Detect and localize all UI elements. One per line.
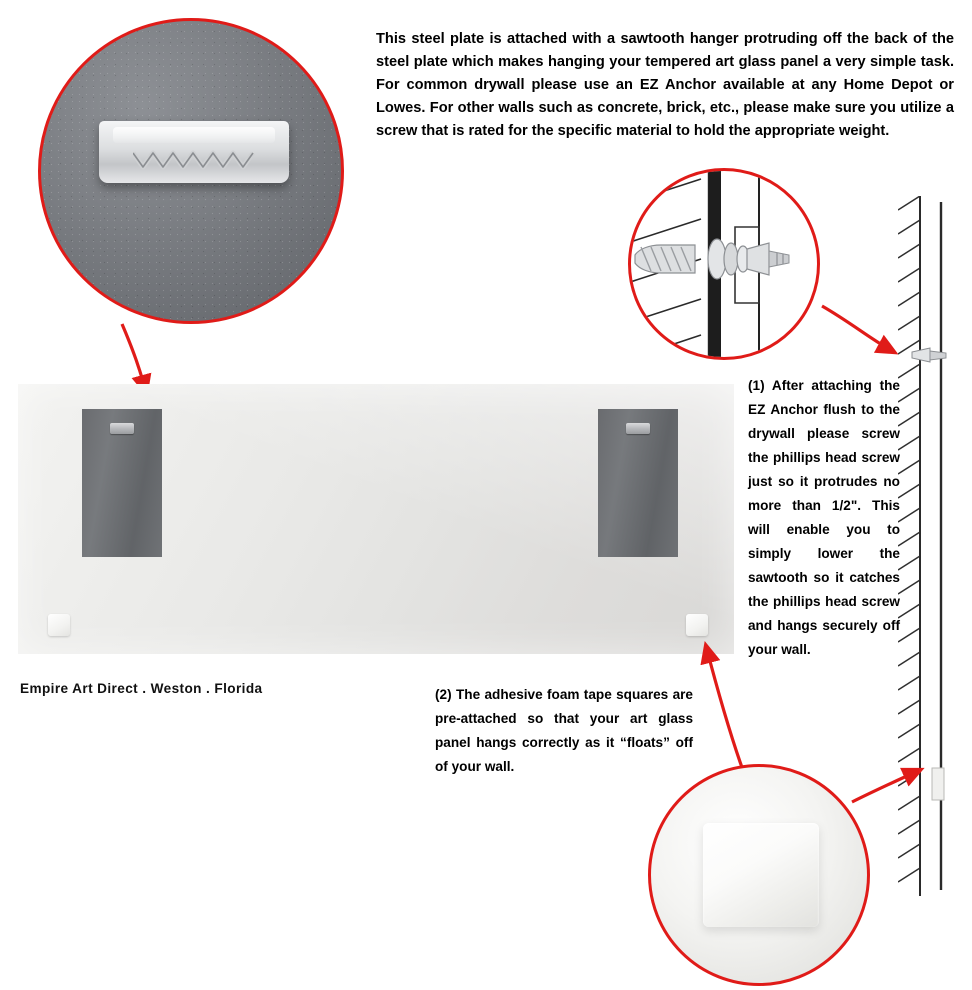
sawtooth-hanger-right	[626, 423, 650, 434]
foam-tape-square-right	[686, 614, 708, 636]
sawtooth-teeth-icon	[133, 149, 257, 171]
intro-paragraph: This steel plate is attached with a sawtooth hanger protruding off the back of the steel plate which makes hanging your tempered art glass panel a very simple task. For common drywall please use an EZ Anchor available at any Home Depot or Lowes. For other walls such as concrete, brick, etc., please make sure you utilize a screw that is rated for the specific material to hold the appropriate weight.	[376, 31, 954, 139]
foam-tape-square-left	[48, 614, 70, 636]
foam-tape-square-photo	[648, 764, 870, 986]
ez-anchor-screw-diagram	[628, 168, 820, 360]
step-2-paragraph: (2) The adhesive foam tape squares are pre-attached so that your art glass panel hangs correctly as it “floats” off of your wall.	[435, 687, 693, 774]
wall-cross-section	[898, 196, 956, 896]
sawtooth-hanger-left	[110, 423, 134, 434]
anchor-screw-illustration	[631, 171, 817, 357]
step-1-paragraph: (1) After attaching the EZ Anchor flush to the drywall please screw the phillips head screw just so it protrudes no more than 1/2". This will enable you to simply lower the sawtooth so it catches the phillips head screw and hangs securely off your wall.	[748, 378, 900, 657]
sawtooth-hanger-photo	[38, 18, 344, 324]
brand-credit: Empire Art Direct . Weston . Florida	[20, 681, 263, 696]
foam-tape-square-enlarged	[703, 823, 819, 927]
